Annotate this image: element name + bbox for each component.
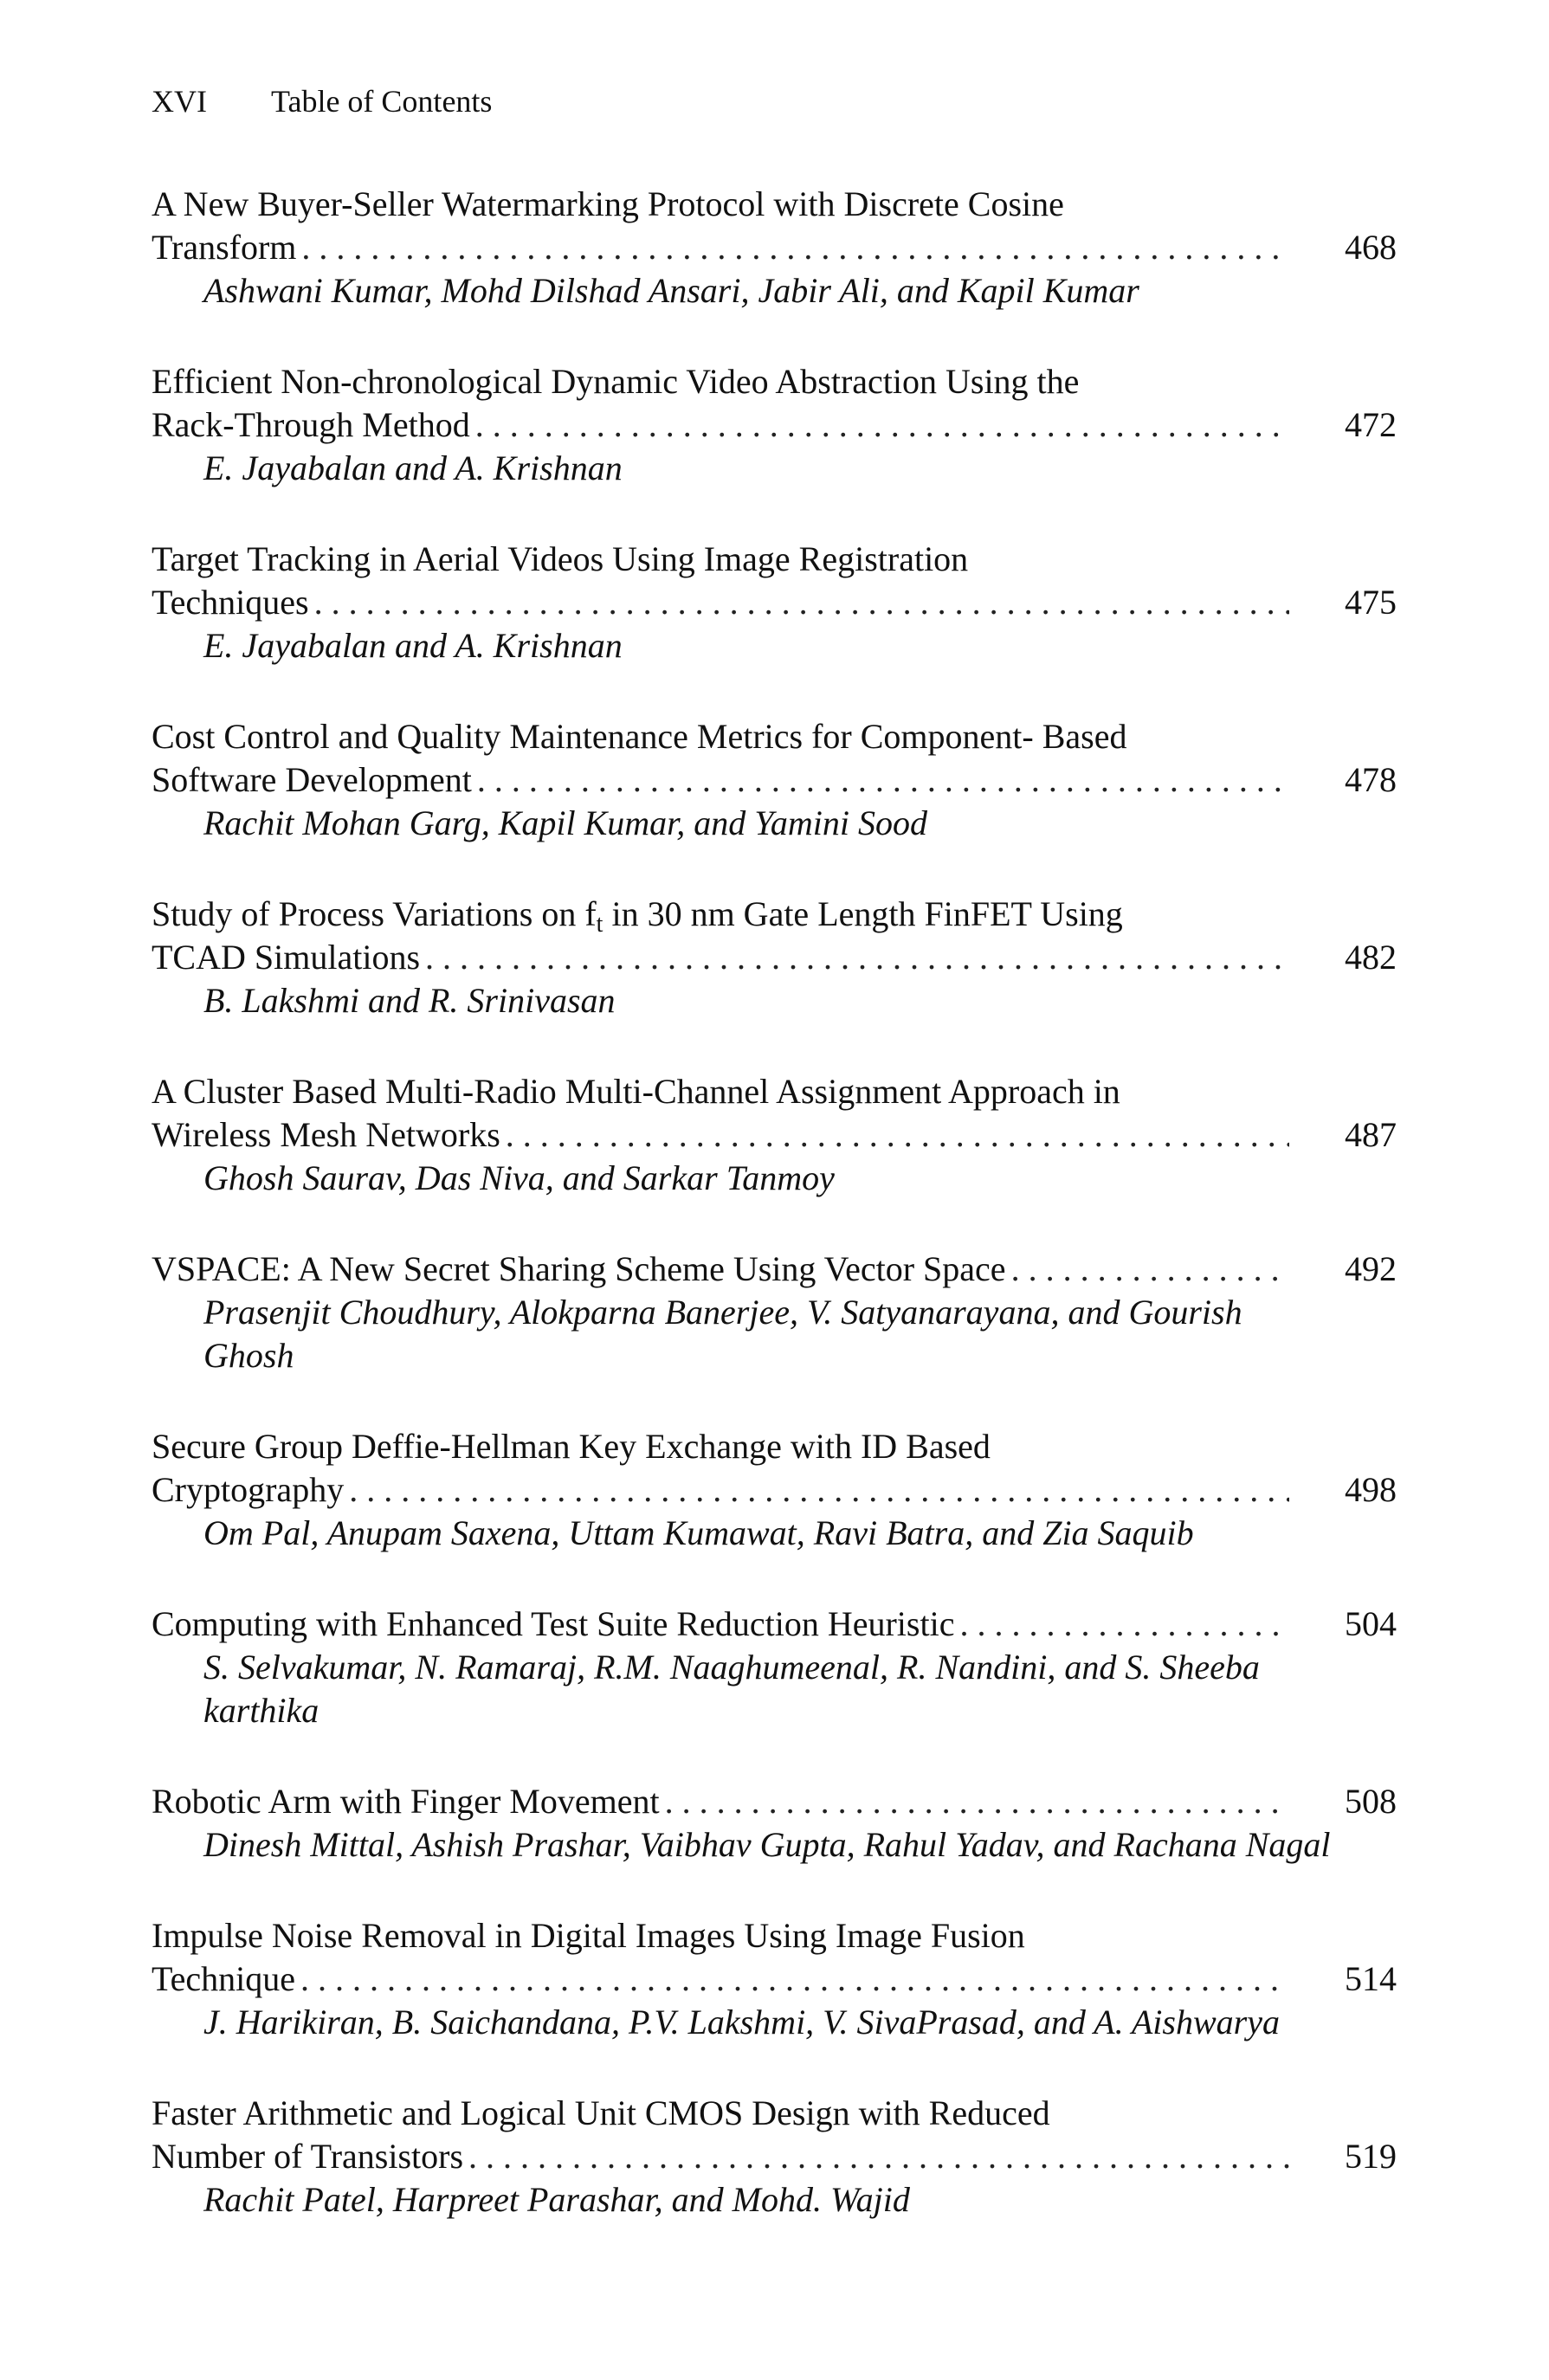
entry-authors: J. Harikiran, B. Saichandana, P.V. Lakshmi, V. SivaPrasad, and A. Aishwarya	[203, 2003, 1280, 2041]
dot-leader	[301, 226, 1289, 269]
dot-leader	[477, 758, 1289, 802]
entry-title-end: VSPACE: A New Secret Sharing Scheme Using Vector Space	[152, 1249, 1006, 1288]
toc-entry[interactable]	[152, 715, 1397, 845]
entry-title-final-line	[152, 1780, 1397, 1823]
entry-title-final-line	[152, 936, 1397, 979]
dot-leader	[300, 1958, 1289, 2001]
entry-page-number: 519	[1345, 2137, 1397, 2176]
dot-leader	[506, 1113, 1289, 1157]
entry-title-end: Robotic Arm with Finger Movement	[152, 1782, 660, 1821]
book-page	[152, 82, 1397, 2269]
toc-entry[interactable]	[152, 1070, 1397, 1200]
toc-entry[interactable]	[152, 2092, 1397, 2222]
dot-leader	[475, 403, 1289, 447]
entry-authors: Ghosh Saurav, Das Niva, and Sarkar Tanmoy	[203, 1158, 835, 1197]
dot-leader	[349, 1468, 1289, 1512]
entry-page-number: 487	[1345, 1115, 1397, 1154]
entry-title-end: Software Development	[152, 760, 472, 799]
entry-authors: Rachit Patel, Harpreet Parashar, and Mohd. Wajid	[203, 2180, 910, 2219]
toc-entry[interactable]	[152, 893, 1397, 1022]
entry-title-line: Target Tracking in Aerial Videos Using Image Registration	[152, 539, 969, 578]
page-number: XVI	[152, 84, 207, 119]
entry-page-number: 472	[1345, 405, 1397, 444]
entry-title-final-line	[152, 581, 1397, 624]
entry-authors: B. Lakshmi and R. Srinivasan	[203, 981, 616, 1020]
entry-title-line: Faster Arithmetic and Logical Unit CMOS Design with Reduced	[152, 2093, 1050, 2132]
entry-title-final-line	[152, 1113, 1397, 1157]
entry-title-final-line	[152, 403, 1397, 447]
entry-title-end: Technique	[152, 1959, 296, 1998]
entry-authors: S. Selvakumar, N. Ramaraj, R.M. Naaghumeenal, R. Nandini, and S. Sheeba karthika	[203, 1648, 1260, 1730]
entry-authors: E. Jayabalan and A. Krishnan	[203, 626, 623, 665]
entry-title-line: Secure Group Deffie-Hellman Key Exchange with ID Based	[152, 1427, 991, 1466]
entry-title-line: Efficient Non-chronological Dynamic Video Abstraction Using the	[152, 362, 1080, 401]
dot-leader	[314, 581, 1289, 624]
toc-entry[interactable]	[152, 183, 1397, 313]
entry-authors: Rachit Mohan Garg, Kapil Kumar, and Yamini Sood	[203, 803, 927, 842]
entry-title-end: Number of Transistors	[152, 2137, 464, 2176]
running-head	[152, 82, 1397, 120]
entry-title-final-line	[152, 1468, 1397, 1512]
entry-title-final-line	[152, 1603, 1397, 1646]
entry-title-final-line	[152, 2135, 1397, 2178]
table-of-contents	[152, 183, 1397, 2222]
entry-authors: E. Jayabalan and A. Krishnan	[203, 448, 623, 487]
dot-leader	[1011, 1248, 1289, 1291]
toc-entry[interactable]	[152, 1914, 1397, 2044]
entry-title-end: Wireless Mesh Networks	[152, 1115, 500, 1154]
entry-authors: Prasenjit Choudhury, Alokparna Banerjee, V. Satyanarayana, and Gourish Ghosh	[203, 1293, 1242, 1375]
entry-page-number: 508	[1345, 1782, 1397, 1821]
entry-title-line	[152, 893, 1397, 936]
entry-authors: Dinesh Mittal, Ashish Prashar, Vaibhav Gupta, Rahul Yadav, and Rachana Nagal	[203, 1825, 1331, 1864]
dot-leader	[425, 936, 1289, 979]
entry-page-number: 492	[1345, 1249, 1397, 1288]
entry-title-line: Impulse Noise Removal in Digital Images Using Image Fusion	[152, 1916, 1025, 1955]
title-text-b: in 30 nm Gate Length FinFET Using	[603, 894, 1123, 933]
entry-title-end: Cryptography	[152, 1470, 345, 1509]
toc-entry[interactable]	[152, 538, 1397, 668]
toc-entry[interactable]	[152, 1603, 1397, 1732]
entry-page-number: 514	[1345, 1959, 1397, 1998]
entry-title-end: Rack-Through Method	[152, 405, 470, 444]
entry-page-number: 478	[1345, 760, 1397, 799]
entry-title-line: A Cluster Based Multi-Radio Multi-Channel Assignment Approach in	[152, 1072, 1120, 1111]
entry-page-number: 482	[1345, 938, 1397, 977]
entry-title-end: TCAD Simulations	[152, 938, 421, 977]
toc-entry[interactable]	[152, 1425, 1397, 1555]
entry-title-final-line	[152, 1248, 1397, 1291]
entry-page-number: 504	[1345, 1604, 1397, 1643]
entry-title-line: A New Buyer-Seller Watermarking Protocol with Discrete Cosine	[152, 184, 1064, 223]
entry-title-end: Transform	[152, 228, 297, 267]
dot-leader	[468, 2135, 1289, 2178]
dot-leader	[665, 1780, 1289, 1823]
entry-authors: Ashwani Kumar, Mohd Dilshad Ansari, Jabir Ali, and Kapil Kumar	[203, 271, 1139, 310]
entry-title-line: Cost Control and Quality Maintenance Metrics for Component- Based	[152, 717, 1127, 756]
subscript-t: t	[596, 911, 603, 938]
entry-page-number: 498	[1345, 1470, 1397, 1509]
entry-title-final-line	[152, 758, 1397, 802]
toc-entry[interactable]	[152, 360, 1397, 490]
title-text-a: Study of Process Variations on f	[152, 894, 597, 933]
running-title: Table of Contents	[271, 84, 493, 119]
toc-entry[interactable]	[152, 1780, 1397, 1867]
entry-page-number: 475	[1345, 583, 1397, 622]
entry-title-end: Computing with Enhanced Test Suite Reduction Heuristic	[152, 1604, 955, 1643]
entry-page-number: 468	[1345, 228, 1397, 267]
entry-authors: Om Pal, Anupam Saxena, Uttam Kumawat, Ravi Batra, and Zia Saquib	[203, 1513, 1194, 1552]
toc-entry[interactable]	[152, 1248, 1397, 1377]
dot-leader	[959, 1603, 1289, 1646]
entry-title-final-line	[152, 226, 1397, 269]
entry-title-final-line	[152, 1958, 1397, 2001]
entry-title-end: Techniques	[152, 583, 309, 622]
